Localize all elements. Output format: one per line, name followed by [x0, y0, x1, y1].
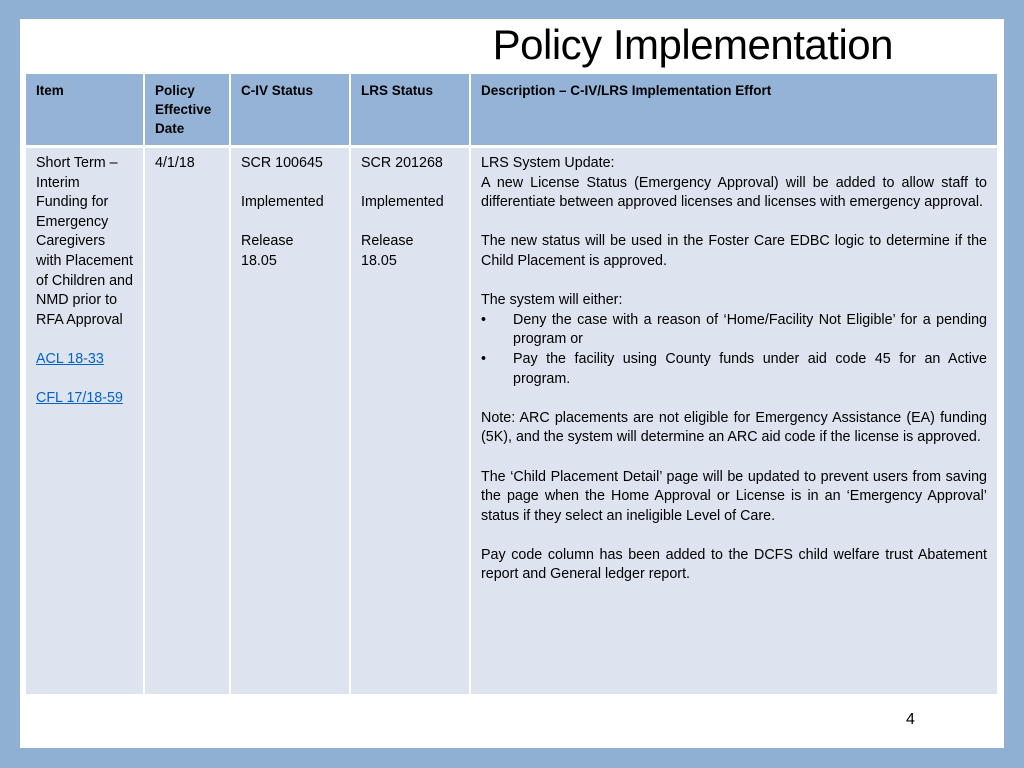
desc-heading: LRS System Update: — [481, 155, 615, 171]
lrs-release-label: Release — [361, 233, 414, 250]
civ-release-label: Release — [241, 233, 294, 250]
cell-lrs-status — [351, 148, 469, 694]
list-item: • Deny the case with a reason of ‘Home/Facility Not Eligible’ for a pending program or — [481, 311, 987, 350]
list-item: • Pay the facility using County funds under aid code 45 for an Active program. — [481, 350, 987, 389]
table-row — [26, 148, 997, 694]
item-name: Short Term – Interim Funding for Emergency Caregivers with Placement of Children and NMD prior to RFA Approval — [36, 155, 133, 328]
cell-civ-status — [231, 148, 349, 694]
desc-paragraph-1: A new License Status (Emergency Approval) will be added to allow staff to differentiate between approved licenses and licenses with emergency approval. — [481, 174, 987, 211]
desc-note: Note: ARC placements are not eligible for Emergency Assistance (EA) funding (5K), and the system will determine an ARC aid code if the license is approved. — [481, 409, 987, 446]
desc-paragraph-6: Pay code column has been added to the DCFS child welfare trust Abatement report and General ledger report. — [481, 546, 987, 583]
desc-bullet-list — [481, 311, 987, 389]
civ-release-num: 18.05 — [241, 252, 277, 269]
civ-state: Implemented — [241, 194, 324, 211]
policy-table — [24, 74, 999, 694]
header-lrs-status: LRS Status — [351, 74, 469, 148]
cell-item — [26, 148, 143, 694]
slide-title: Policy Implementation — [492, 21, 893, 68]
page-number: 4 — [906, 711, 915, 728]
cell-description — [471, 148, 997, 694]
acl-link[interactable]: ACL 18-33 — [36, 350, 104, 367]
cell-effective-date — [145, 148, 229, 694]
lrs-state: Implemented — [361, 194, 444, 211]
header-effective-date: Policy Effective Date — [145, 74, 229, 148]
effective-date: 4/1/18 — [155, 155, 195, 171]
desc-paragraph-3-intro: The system will either: — [481, 292, 623, 309]
lrs-scr: SCR 201268 — [361, 155, 443, 171]
header-item: Item — [26, 74, 143, 148]
civ-scr: SCR 100645 — [241, 155, 323, 171]
header-description: Description – C-IV/LRS Implementation Effort — [471, 74, 997, 148]
lrs-release-num: 18.05 — [361, 252, 397, 269]
slide — [20, 19, 1004, 748]
cfl-link[interactable]: CFL 17/18-59 — [36, 390, 123, 407]
desc-paragraph-2: The new status will be used in the Foster Care EDBC logic to determine if the Child Placement is approved. — [481, 233, 987, 269]
desc-paragraph-5: The ‘Child Placement Detail’ page will be updated to prevent users from saving the page when the Home Approval or License is in an ‘Emergency Approval’ status if they select an ineligible Level of Care. — [481, 468, 987, 524]
header-civ-status: C-IV Status — [231, 74, 349, 148]
table-header-row — [26, 74, 997, 148]
